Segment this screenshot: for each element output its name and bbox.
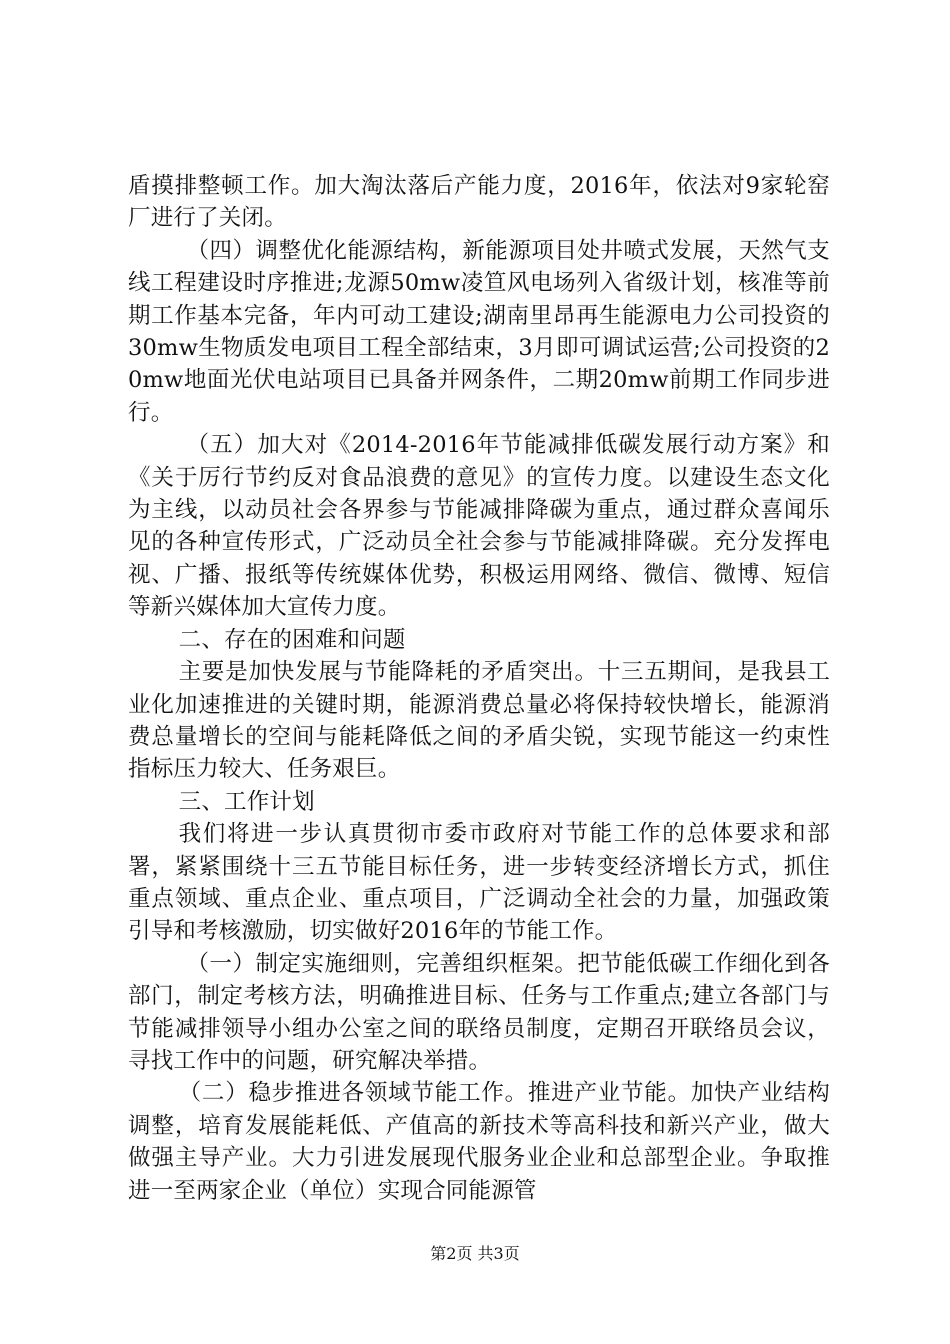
paragraph-7: 我们将进一步认真贯彻市委市政府对节能工作的总体要求和部署，紧紧围绕十三五节能目标任务，进一步转变经济增长方式，抓住重点领域、重点企业、重点项目，广泛调动全社会的力量，加强政策引导和考核激励，切实做好2016年的节能工作。 — [128, 821, 830, 945]
section-heading-3: 三、工作计划 — [178, 788, 315, 815]
page-footer: 第2页 共3页 — [430, 1244, 520, 1263]
paragraph-2: （四）调整优化能源结构，新能源项目处井喷式发展，天然气支线工程建设时序推进;龙源50mw凌笪风电场列入省级计划，核准等前期工作基本完备，年内可动工建设;湖南里昂再生能源电力公司投资的30mw生物质发电项目工程全部结束，3月即可调试运营;公司投资的20mw地面光伏电站项目已具备并网条件，二期20mw前期工作同步进行。 — [128, 237, 830, 426]
paragraph-1: 盾摸排整顿工作。加大淘汰落后产能力度，2016年，依法对9家轮窑厂进行了关闭。 — [128, 173, 830, 232]
paragraph-3: （五）加大对《2014-2016年节能减排低碳发展行动方案》和《关于厉行节约反对食品浪费的意见》的宣传力度。以建设生态文化为主线，以动员社会各界参与节能减排降碳为重点，通过群众喜闻乐见的各种宣传形式，广泛动员全社会参与节能减排降碳。充分发挥电视、广播、报纸等传统媒体优势，积极运用网络、微信、微博、短信等新兴媒体加大宣传力度。 — [128, 432, 830, 621]
paragraph-9: （二）稳步推进各领域节能工作。推进产业节能。加快产业结构调整，培育发展能耗低、产值高的新技术等高科技和新兴产业，做大做强主导产业。大力引进发展现代服务业企业和总部型企业。争取推进一至两家企业（单位）实现合同能源管 — [128, 1080, 830, 1204]
section-heading-2: 二、存在的困难和问题 — [178, 626, 406, 653]
paragraph-5: 主要是加快发展与节能降耗的矛盾突出。十三五期间，是我县工业化加速推进的关键时期，能源消费总量必将保持较快增长，能源消费总量增长的空间与能耗降低之间的矛盾尖锐，实现节能这一约束性指标压力较大、任务艰巨。 — [128, 659, 830, 783]
document-body — [128, 170, 830, 1207]
paragraph-8: （一）制定实施细则，完善组织框架。把节能低碳工作细化到各部门，制定考核方法，明确推进目标、任务与工作重点;建立各部门与节能减排领导小组办公室之间的联络员制度，定期召开联络员会议，寻找工作中的问题，研究解决举措。 — [128, 950, 830, 1074]
